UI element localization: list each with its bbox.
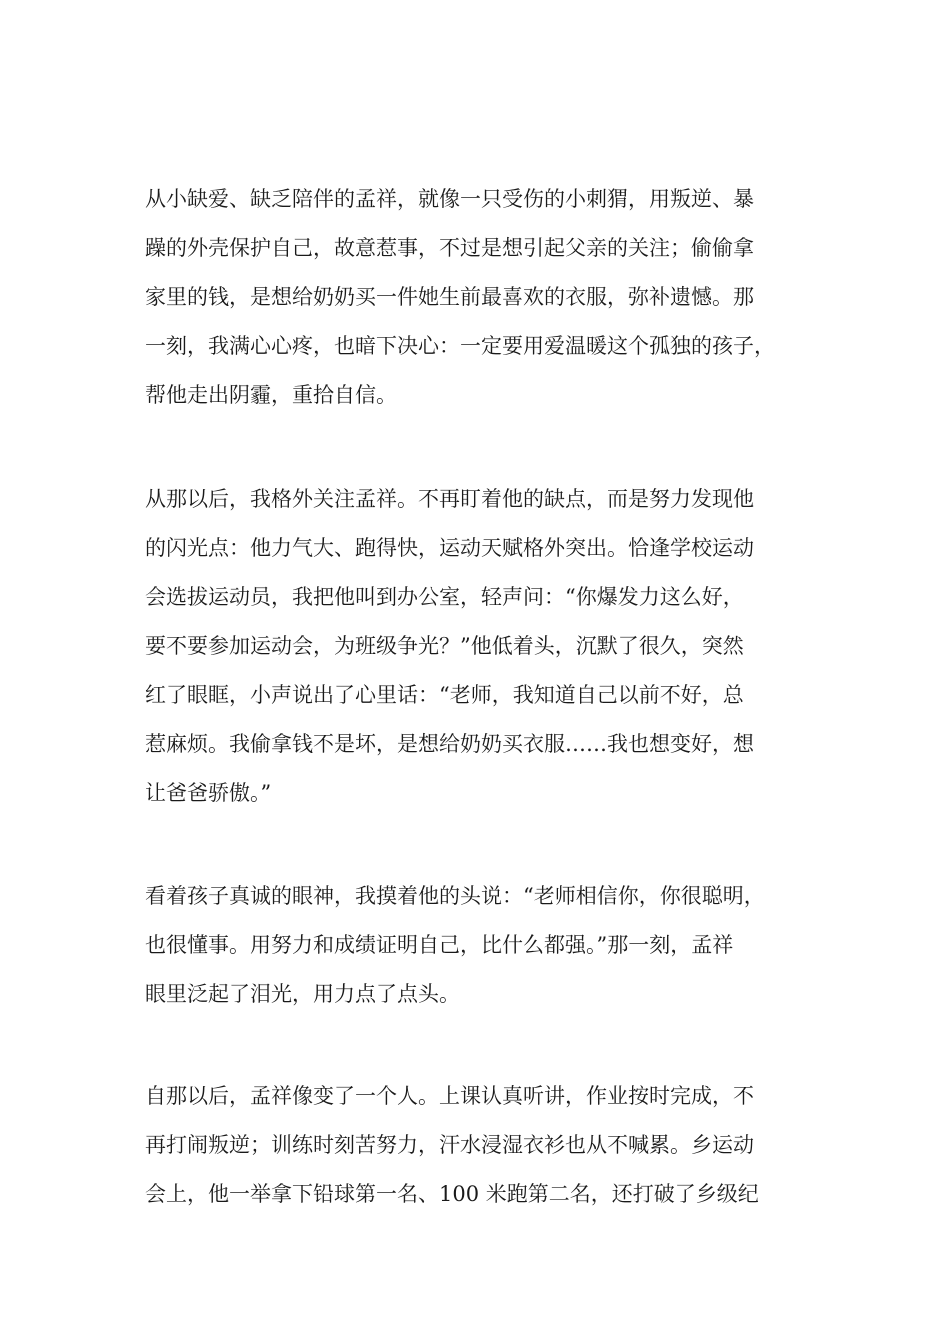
text-line: 躁的外壳保护自己，故意惹事，不过是想引起父亲的关注；偷偷拿	[145, 236, 754, 260]
text-line: 帮他走出阴霾，重拾自信。	[145, 383, 397, 407]
text-line: 惹麻烦。我偷拿钱不是坏，是想给奶奶买衣服……我也想变好，想	[145, 732, 754, 756]
paragraph-4	[145, 1072, 759, 1219]
text-line: 要不要参加运动会，为班级争光？”他低着头，沉默了很久，突然	[145, 634, 744, 658]
text-line: 再打闹叛逆；训练时刻苦努力，汗水浸湿衣衫也从不喊累。乡运动	[145, 1133, 754, 1157]
text-line: 从那以后，我格外关注孟祥。不再盯着他的缺点，而是努力发现他	[145, 487, 754, 511]
text-line: 红了眼眶，小声说出了心里话：“老师，我知道自己以前不好，总	[145, 683, 744, 707]
text-line: 眼里泛起了泪光，用力点了点头。	[145, 982, 460, 1006]
text-line: 看着孩子真诚的眼神，我摸着他的头说：“老师相信你，你很聪明，	[145, 884, 765, 908]
text-line: 从小缺爱、缺乏陪伴的孟祥，就像一只受伤的小刺猬，用叛逆、暴	[145, 187, 754, 211]
text-line: 也很懂事。用努力和成绩证明自己，比什么都强。”那一刻，孟祥	[145, 933, 734, 957]
text-line: 一刻，我满心心疼，也暗下决心：一定要用爱温暖这个孤独的孩子，	[145, 334, 775, 358]
text-line: 的闪光点：他力气大、跑得快，运动天赋格外突出。恰逢学校运动	[145, 536, 754, 560]
paragraph-3	[145, 872, 765, 1019]
text-line: 自那以后，孟祥像变了一个人。上课认真听讲，作业按时完成，不	[145, 1084, 754, 1108]
text-line: 家里的钱，是想给奶奶买一件她生前最喜欢的衣服，弥补遗憾。那	[145, 285, 754, 309]
text-line: 让爸爸骄傲。”	[145, 781, 272, 805]
text-line: 会选拔运动员，我把他叫到办公室，轻声问：“你爆发力这么好，	[145, 585, 744, 609]
paragraph-2	[145, 475, 754, 818]
text-line: 会上，他一举拿下铅球第一名、100 米跑第二名，还打破了乡级纪	[145, 1182, 759, 1206]
paragraph-1	[145, 175, 775, 420]
